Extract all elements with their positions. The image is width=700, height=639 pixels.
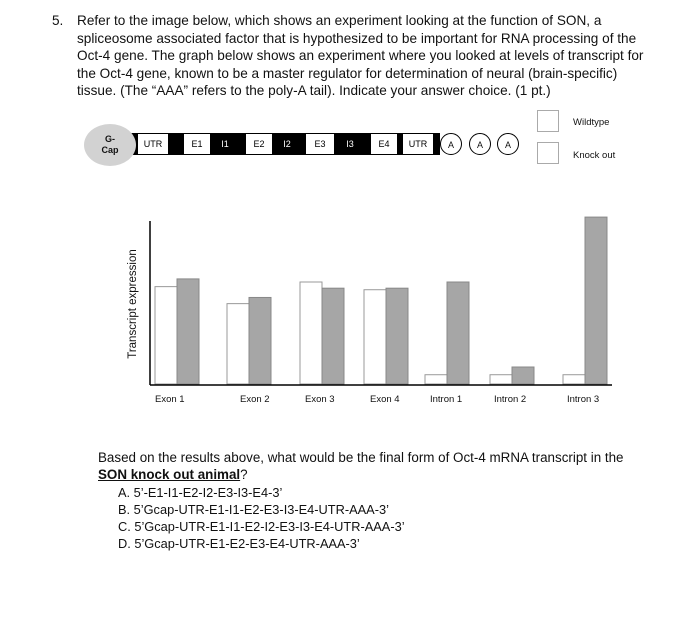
bar-knockout-exon-1 [177, 279, 199, 384]
x-tick-label-exon-1: Exon 1 [155, 394, 185, 405]
question-line-3: Oct-4 gene. The graph below shows an experiment where you looked at levels of transcript for [77, 48, 644, 63]
legend-knockout-label: Knock out [573, 150, 616, 161]
bar-knockout-intron-1 [447, 282, 469, 384]
bar-wildtype-intron-3 [563, 375, 585, 384]
x-tick-label-exon-3: Exon 3 [305, 394, 335, 405]
bar-knockout-intron-3 [585, 217, 607, 384]
question-number: 5. [52, 13, 64, 28]
option-a[interactable]: A. 5’-E1-I1-E2-I2-E3-I3-E4-3’ [118, 485, 283, 500]
question-line-4: the Oct-4 gene, known to be a master regulator for determination of neural (brain-specific) [77, 65, 618, 81]
followup-after: ? [240, 467, 248, 482]
bar-knockout-exon-4 [386, 288, 408, 384]
poly-a-3: A [497, 133, 519, 155]
option-d[interactable]: D. 5’Gcap-UTR-E1-E2-E3-E4-UTR-AAA-3’ [118, 536, 360, 551]
segment-utr-5: UTR [138, 134, 168, 154]
followup-underlined: SON knock out animal [98, 467, 241, 482]
segment-i1: I1 [214, 134, 236, 154]
bar-wildtype-exon-1 [155, 287, 177, 384]
bar-wildtype-exon-2 [227, 304, 249, 384]
chart-bars [155, 217, 607, 384]
x-tick-label-exon-2: Exon 2 [240, 394, 270, 405]
segment-e1: E1 [184, 134, 210, 154]
option-c[interactable]: C. 5’Gcap-UTR-E1-I1-E2-I2-E3-I3-E4-UTR-AAA-3’ [118, 519, 405, 534]
segment-e2: E2 [246, 134, 272, 154]
x-tick-label-intron-3: Intron 3 [567, 394, 600, 405]
bar-wildtype-intron-1 [425, 375, 447, 384]
segment-e3: E3 [306, 134, 334, 154]
bar-knockout-exon-3 [322, 288, 344, 384]
segment-i2: I2 [276, 134, 298, 154]
cap-line-1: G- [104, 134, 115, 144]
y-axis-label: Transcript expression [127, 249, 139, 359]
question-line-2: spliceosome associated factor that is hypothesized to be important for RNA processing of the [77, 30, 637, 46]
legend-wildtype-label: Wildtype [573, 117, 610, 128]
option-b[interactable]: B. 5’Gcap-UTR-E1-I1-E2-E3-I3-E4-UTR-AAA-3’ [118, 502, 389, 517]
x-tick-label-intron-1: Intron 1 [430, 394, 463, 405]
bar-knockout-exon-2 [249, 297, 271, 384]
bar-wildtype-intron-2 [490, 375, 512, 384]
bar-wildtype-exon-4 [364, 290, 386, 384]
question-line-5: tissue. (The “AAA” refers to the poly-A tail). Indicate your answer choice. (1 pt.) [77, 83, 551, 98]
cap-line-2: Cap [101, 145, 119, 155]
question-line-1: Refer to the image below, which shows an experiment looking at the function of SON, a [77, 13, 602, 28]
segment-i3: I3 [339, 134, 361, 154]
segment-utr-3: UTR [403, 134, 433, 154]
segment-e4: E4 [371, 134, 397, 154]
poly-a-1: A [440, 133, 462, 155]
x-tick-label-exon-4: Exon 4 [370, 394, 400, 405]
bar-wildtype-exon-3 [300, 282, 322, 384]
x-tick-label-intron-2: Intron 2 [494, 394, 527, 405]
followup-line-1: Based on the results above, what would be the final form of Oct-4 mRNA transcript in the [98, 450, 624, 465]
bar-knockout-intron-2 [512, 367, 534, 384]
followup-question [98, 449, 623, 483]
poly-a-2: A [469, 133, 491, 155]
